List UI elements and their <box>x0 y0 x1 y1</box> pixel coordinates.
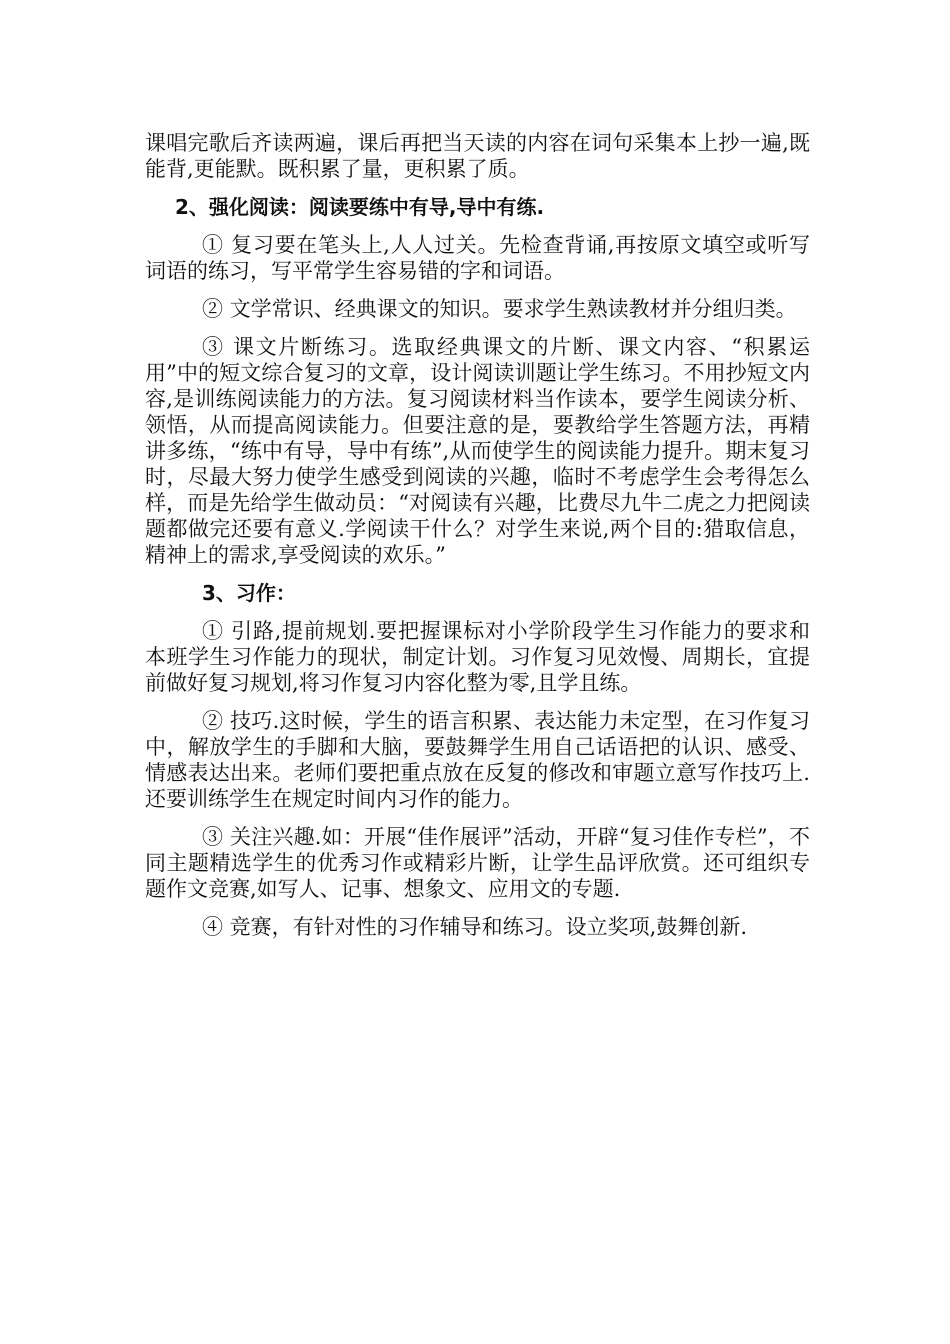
section-heading-reading: 2、强化阅读：阅读要练中有导,导中有练. <box>175 195 545 219</box>
paragraph-competition: ④ 竞赛，有针对性的习作辅导和练习。设立奖项,鼓舞创新. <box>202 915 748 939</box>
paragraph-excerpt-practice: ③ 课文片断练习。选取经典课文的片断、课文内容、“积累运用”中的短文综合复习的文章，设计阅读训题让学生练习。不用抄短文内容,是训练阅读能力的方法。复习阅读材料当作读本，要学生阅读分析、领悟，从而提高阅读能力。但要注意的是，要教给学生答题方法，再精讲多练，“练中有导，导中有练”,从而使学生的阅读能力提升。期末复习时，尽最大努力使学生感受到阅读的兴趣，临时不考虑学生会考得怎么样，而是先给学生做动员：“对阅读有兴趣，比费尽九牛二虎之力把阅读题都做完还要有意义.学阅读干什么？对学生来说,两个目的:猎取信息，精神上的需求,享受阅读的欢乐。” <box>145 335 810 567</box>
document-body <box>145 130 810 952</box>
paragraph-literary-knowledge: ② 文学常识、经典课文的知识。要求学生熟读教材并分组归类。 <box>202 297 797 321</box>
paragraph-interest: ③ 关注兴趣.如：开展“佳作展评”活动，开辟“复习佳作专栏”，不同主题精选学生的优秀习作或精彩片断，让学生品评欣赏。还可组织专题作文竞赛,如写人、记事、想象文、应用文的专题. <box>145 825 810 901</box>
paragraph-technique: ② 技巧.这时候，学生的语言积累、表达能力未定型，在习作复习中，解放学生的手脚和大脑，要鼓舞学生用自己话语把的认识、感受、情感表达出来。老师们要把重点放在反复的修改和审题立意写作技巧上.还要训练学生在规定时间内习作的能力。 <box>145 709 810 811</box>
section-heading-writing: 3、习作： <box>202 581 296 605</box>
paragraph-review-writing: ① 复习要在笔头上,人人过关。先检查背诵,再按原文填空或听写词语的练习，写平常学生容易错的字和词语。 <box>145 233 810 283</box>
paragraph-reading-accumulation: 课唱完歌后齐读两遍，课后再把当天读的内容在词句采集本上抄一遍,既能背,更能默。既积累了量，更积累了质。 <box>145 131 810 181</box>
paragraph-planning: ① 引路,提前规划.要把握课标对小学阶段学生习作能力的要求和本班学生习作能力的现状，制定计划。习作复习见效慢、周期长，宜提前做好复习规划,将习作复习内容化整为零,且学且练。 <box>145 619 810 695</box>
